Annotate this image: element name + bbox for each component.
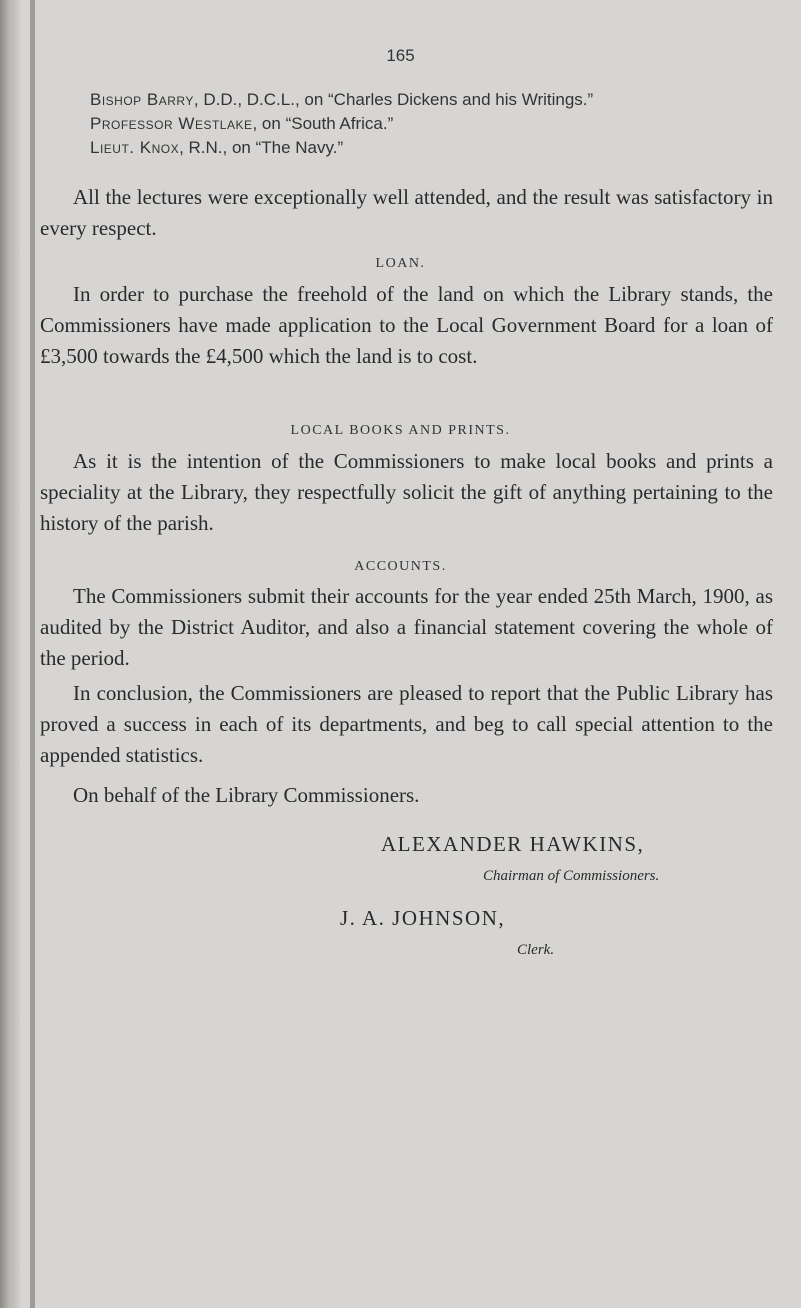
- lecture-item: [90, 88, 780, 112]
- local-books-heading: LOCAL BOOKS AND PRINTS.: [290, 423, 511, 438]
- loan-heading: LOAN.: [375, 256, 426, 271]
- loan-paragraph: In order to purchase the freehold of the land on which the Library stands, the Commissioners have made application to the Local Government Board for a loan of £3,500 towards the £4,500 which the land is to cost.: [40, 282, 773, 368]
- lecturer-name: Bishop Barry: [90, 90, 194, 109]
- lecture-details: , R.N., on “The Navy.”: [179, 138, 344, 157]
- lectures-note-paragraph: All the lectures were exceptionally well attended, and the result was satisfactory in every respect.: [40, 185, 773, 240]
- lecture-item: [90, 112, 780, 136]
- page-number: 165: [386, 46, 415, 65]
- conclusion-paragraph: In conclusion, the Commissioners are pleased to report that the Public Library has proved a success in each of its departments, and beg to call special attention to the appended statistics.: [40, 681, 773, 767]
- chairman-signature: ALEXANDER HAWKINS,: [381, 832, 645, 856]
- local-books-paragraph: As it is the intention of the Commissioners to make local books and prints a speciality at the Library, they respectfully solicit the gift of anything pertaining to the history of the parish.: [40, 449, 773, 535]
- lecture-item: [90, 136, 780, 160]
- clerk-signature: J. A. JOHNSON,: [340, 906, 506, 930]
- lecture-list: [90, 88, 780, 160]
- lecture-details: , D.D., D.C.L., on “Charles Dickens and his Writings.”: [193, 90, 594, 109]
- accounts-paragraph: The Commissioners submit their accounts for the year ended 25th March, 1900, as audited by the District Auditor, and also a financial statement covering the whole of the period.: [40, 584, 773, 670]
- lecturer-name: Professor Westlake: [90, 114, 253, 133]
- chairman-role: Chairman of Commissioners.: [483, 868, 660, 884]
- book-spine-shadow: [0, 0, 20, 1308]
- accounts-heading: ACCOUNTS.: [354, 559, 447, 574]
- lecture-details: , on “South Africa.”: [252, 114, 394, 133]
- binding-edge: [30, 0, 35, 1308]
- clerk-role: Clerk.: [517, 942, 555, 958]
- closing-line: On behalf of the Library Commissioners.: [73, 783, 420, 807]
- lecturer-name: Lieut. Knox: [90, 138, 180, 157]
